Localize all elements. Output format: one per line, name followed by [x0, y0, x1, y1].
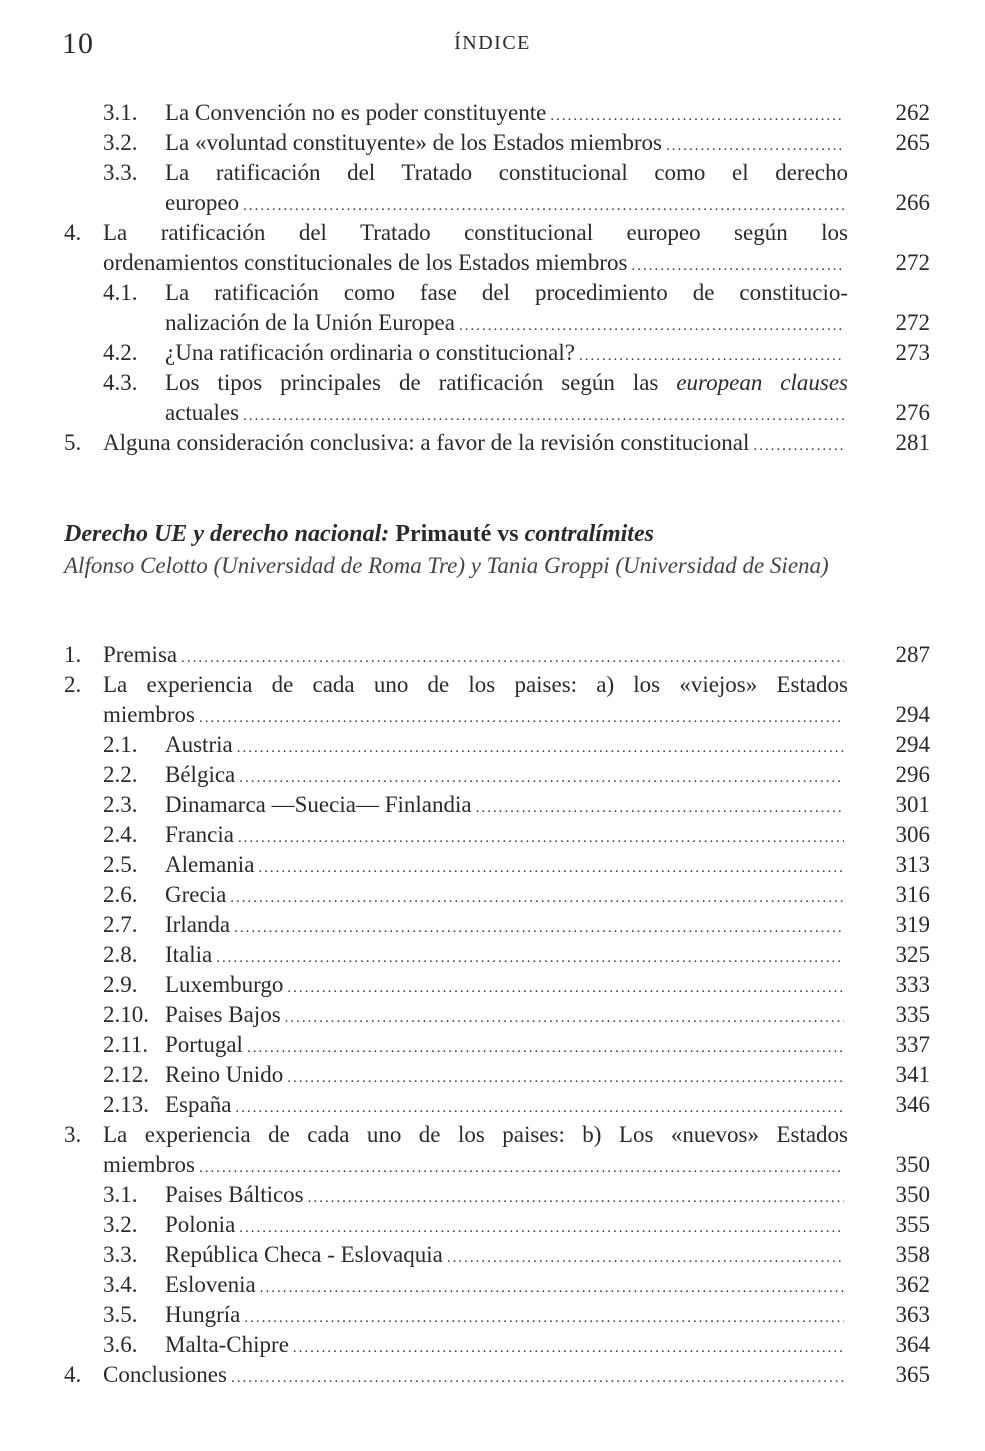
toc-entry-number: 3.1.	[103, 100, 138, 125]
dot-leader	[308, 1183, 844, 1213]
toc-entry-number: 2.4.	[103, 822, 138, 847]
toc-entry-page: 363	[895, 1302, 930, 1327]
toc-entry-title: miembros	[103, 1152, 195, 1177]
toc-entry-page: 335	[895, 1002, 930, 1027]
toc-entry-number: 3.	[64, 1122, 82, 1147]
toc-entry-line	[165, 730, 848, 763]
toc-entry-number: 2.8.	[103, 942, 138, 967]
dot-leader	[666, 131, 844, 161]
toc-entry-number: 4.1.	[103, 280, 138, 305]
dot-leader	[231, 1363, 844, 1393]
toc-entry-line	[165, 338, 848, 371]
toc-entry-number: 2.2.	[103, 762, 138, 787]
toc-entry-title: Eslovenia	[165, 1272, 256, 1297]
toc-entry-title: Irlanda	[165, 912, 231, 937]
toc-entry-title: Portugal	[165, 1032, 243, 1057]
toc-entry-line	[165, 790, 848, 823]
toc-entry-title-italic: european clauses	[658, 370, 848, 395]
toc-entry-number: 2.9.	[103, 972, 138, 997]
toc-entry-title: Alguna consideración conclusiva: a favor de la revisión constitucional	[103, 430, 750, 455]
toc-entry-line	[165, 1000, 848, 1033]
toc-entry-page: 341	[895, 1062, 930, 1087]
toc-entry-number: 3.2.	[103, 1212, 138, 1237]
toc-entry-line	[165, 128, 848, 161]
toc-entry-number: 4.2.	[103, 340, 138, 365]
toc-entry-page: 272	[895, 310, 930, 335]
toc-entry-number: 3.5.	[103, 1302, 138, 1327]
toc-entry-line	[165, 970, 848, 1003]
toc-entry-page: 325	[895, 942, 930, 967]
toc-entry-number: 3.6.	[103, 1332, 138, 1357]
toc-entry-line	[165, 1270, 848, 1303]
toc-entry-page: 362	[895, 1272, 930, 1297]
toc-entry-line	[165, 1090, 848, 1123]
dot-leader	[239, 1213, 844, 1243]
dot-leader	[199, 703, 844, 733]
toc-entry-number: 3.3.	[103, 1242, 138, 1267]
toc-entry-title: Polonia	[165, 1212, 236, 1237]
toc-entry-line	[165, 1030, 848, 1063]
toc-entry-line	[103, 670, 848, 700]
toc-entry-line	[165, 308, 848, 341]
toc-entry-title: Francia	[165, 822, 234, 847]
toc-entry-page: 301	[895, 792, 930, 817]
toc-entry-number: 2.5.	[103, 852, 138, 877]
toc-entry-number: 3.3.	[103, 160, 138, 185]
toc-entry-page: 319	[895, 912, 930, 937]
dot-leader	[234, 913, 844, 943]
toc-entry-number: 2.11.	[103, 1032, 149, 1057]
dot-leader	[287, 973, 844, 1003]
toc-entry-title: La Convención no es poder constituyente	[165, 100, 547, 125]
dot-leader	[243, 401, 844, 431]
dot-leader	[550, 101, 844, 131]
page-number: 10	[62, 27, 94, 60]
toc-entry-line	[103, 218, 848, 248]
toc-entry-page: 364	[895, 1332, 930, 1357]
toc-entry-title: España	[165, 1092, 232, 1117]
article-title-bold: Primauté vs	[389, 521, 525, 547]
toc-entry-page: 281	[895, 430, 930, 455]
dot-leader	[216, 943, 844, 973]
toc-entry-title: Alemania	[165, 852, 255, 877]
toc-entry-line	[103, 248, 848, 281]
toc-entry-title: La «voluntad constituyente» de los Estados miembros	[165, 130, 662, 155]
toc-entry-title: nalización de la Unión Europea	[165, 310, 455, 335]
toc-entry-number: 2.12.	[103, 1062, 149, 1087]
toc-entry-line	[103, 1150, 848, 1183]
toc-entry-title: Premisa	[103, 642, 178, 667]
toc-entry-page: 294	[895, 702, 930, 727]
dot-leader	[235, 1093, 844, 1123]
dot-leader	[230, 883, 844, 913]
toc-entry-page: 346	[895, 1092, 930, 1117]
dot-leader	[239, 763, 844, 793]
toc-entry-line	[165, 1240, 848, 1273]
toc-entry-number: 2.6.	[103, 882, 138, 907]
dot-leader	[579, 341, 844, 371]
dot-leader	[631, 251, 844, 281]
toc-entry-line	[103, 428, 848, 461]
toc-entry-title: Conclusiones	[103, 1362, 227, 1387]
toc-entry-title: Paises Bajos	[165, 1002, 281, 1027]
toc-entry-line	[165, 398, 848, 431]
toc-entry-number: 2.3.	[103, 792, 138, 817]
toc-entry-title: República Checa - Eslovaquia	[165, 1242, 443, 1267]
running-head: ÍNDICE	[454, 32, 531, 54]
toc-entry-page: 333	[895, 972, 930, 997]
toc-entry-page: 350	[895, 1152, 930, 1177]
toc-entry-line	[165, 1060, 848, 1093]
toc-entry-title: actuales	[165, 400, 240, 425]
dot-leader	[258, 853, 844, 883]
dot-leader	[243, 191, 844, 221]
toc-entry-title: ¿Una ratificación ordinaria o constitucional?	[165, 340, 575, 365]
toc-entry-line	[103, 1120, 848, 1150]
article-title-italic: Derecho UE y derecho nacional:	[64, 521, 390, 547]
article-title	[64, 518, 654, 550]
toc-entry-title: La ratificación del Tratado constitucional como el derecho	[165, 160, 848, 185]
toc-entry-page: 306	[895, 822, 930, 847]
toc-entry-title: Hungría	[165, 1302, 241, 1327]
dot-leader	[247, 1033, 844, 1063]
toc-entry-page: 337	[895, 1032, 930, 1057]
dot-leader	[244, 1303, 844, 1333]
toc-entry-title: Dinamarca —Suecia— Finlandia	[165, 792, 472, 817]
dot-leader	[447, 1243, 844, 1273]
toc-entry-line	[165, 1330, 848, 1363]
toc-entry-line	[165, 940, 848, 973]
article-title-italic-tail: contralímites	[524, 521, 654, 547]
dot-leader	[260, 1273, 844, 1303]
toc-entry-line	[165, 880, 848, 913]
toc-entry-line	[165, 820, 848, 853]
toc-entry-title: europeo	[165, 190, 240, 215]
toc-entry-line	[103, 640, 848, 673]
dot-leader	[238, 823, 844, 853]
toc-entry-number: 2.7.	[103, 912, 138, 937]
dot-leader	[287, 1063, 844, 1093]
toc-entry-page: 316	[895, 882, 930, 907]
toc-entry-title: La ratificación del Tratado constitucional europeo según los	[103, 220, 848, 245]
toc-entry-line	[165, 98, 848, 131]
toc-entry-line	[165, 760, 848, 793]
toc-entry-number: 1.	[64, 642, 82, 667]
dot-leader	[237, 733, 844, 763]
toc-entry-number: 4.3.	[103, 370, 138, 395]
toc-entry-title: Los tipos principales de ratificación según las	[165, 370, 659, 395]
article-authors: Alfonso Celotto (Universidad de Roma Tre) y Tania Groppi (Universidad de Siena)	[64, 553, 829, 578]
toc-entry-page: 294	[895, 732, 930, 757]
toc-entry-title: ordenamientos constitucionales de los Estados miembros	[103, 250, 628, 275]
toc-entry-page: 273	[895, 340, 930, 365]
toc-entry-page: 350	[895, 1182, 930, 1207]
toc-entry-line	[165, 158, 848, 188]
toc-entry-title: La experiencia de cada uno de los paises: a) los «viejos» Estados	[103, 672, 848, 697]
toc-entry-page: 313	[895, 852, 930, 877]
toc-entry-line	[165, 1180, 848, 1213]
toc-entry-line	[165, 910, 848, 943]
toc-entry-page: 365	[895, 1362, 930, 1387]
toc-entry-page: 272	[895, 250, 930, 275]
toc-entry-page: 296	[895, 762, 930, 787]
toc-entry-line	[165, 1300, 848, 1333]
toc-entry-page: 355	[895, 1212, 930, 1237]
toc-entry-title: La ratificación como fase del procedimiento de constitucio-	[165, 280, 848, 305]
toc-entry-number: 3.2.	[103, 130, 138, 155]
toc-entry-title: Italia	[165, 942, 213, 967]
toc-entry-line	[165, 188, 848, 221]
toc-entry-title: miembros	[103, 702, 195, 727]
toc-entry-number: 5.	[64, 430, 82, 455]
dot-leader	[459, 311, 844, 341]
dot-leader	[285, 1003, 844, 1033]
toc-entry-page: 266	[895, 190, 930, 215]
toc-entry-line	[165, 368, 848, 398]
toc-entry-page: 265	[895, 130, 930, 155]
toc-entry-number: 3.1.	[103, 1182, 138, 1207]
toc-entry-line	[165, 850, 848, 883]
toc-entry-number: 2.13.	[103, 1092, 149, 1117]
toc-entry-number: 2.10.	[103, 1002, 149, 1027]
toc-entry-number: 3.4.	[103, 1272, 138, 1297]
toc-entry-title: Malta-Chipre	[165, 1332, 289, 1357]
toc-entry-line	[165, 1210, 848, 1243]
toc-entry-title: Paises Bálticos	[165, 1182, 304, 1207]
toc-entry-page: 358	[895, 1242, 930, 1267]
toc-entry-line	[165, 278, 848, 308]
toc-entry-number: 2.	[64, 672, 82, 697]
dot-leader	[476, 793, 844, 823]
toc-entry-title: Reino Unido	[165, 1062, 284, 1087]
toc-entry-page: 262	[895, 100, 930, 125]
dot-leader	[199, 1153, 844, 1183]
toc-entry-title: Grecia	[165, 882, 227, 907]
toc-entry-page: 276	[895, 400, 930, 425]
toc-entry-title: Bélgica	[165, 762, 236, 787]
dot-leader	[753, 431, 844, 461]
dot-leader	[293, 1333, 844, 1363]
dot-leader	[181, 643, 844, 673]
toc-entry-number: 4.	[64, 220, 82, 245]
toc-entry-title: Luxemburgo	[165, 972, 284, 997]
toc-entry-line	[103, 700, 848, 733]
toc-entry-page: 287	[895, 642, 930, 667]
toc-entry-number: 4.	[64, 1362, 82, 1387]
toc-entry-title: Austria	[165, 732, 233, 757]
toc-entry-title: La experiencia de cada uno de los paises: b) Los «nuevos» Estados	[103, 1122, 848, 1147]
toc-entry-line	[103, 1360, 848, 1393]
toc-entry-number: 2.1.	[103, 732, 138, 757]
